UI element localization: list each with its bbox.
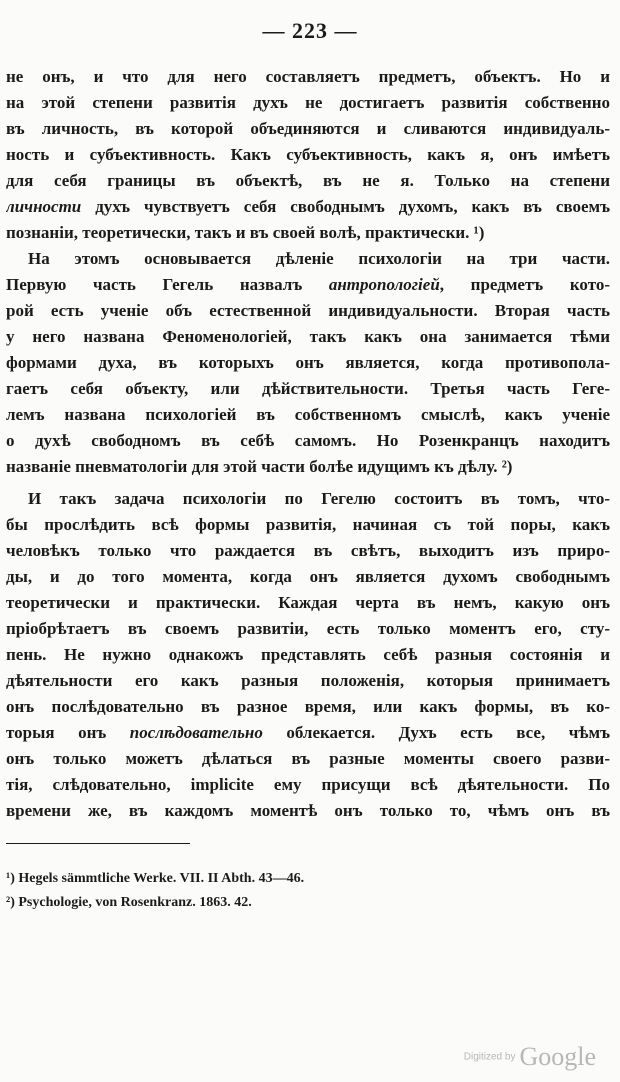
footnote: ¹) Hegels sämmtliche Werke. VII. II Abth. 43—46.: [6, 871, 305, 886]
watermark-prefix: Digitized by: [463, 1051, 516, 1063]
text-line: На этомъ основывается дѣленіе психологіи на три части.: [28, 249, 610, 268]
text-line: торыя онъ послѣдовательно облекается. Духъ есть все, чѣмъ: [6, 723, 610, 742]
text-line: тія, слѣдовательно, implicite ему присущи всѣ дѣятельности. По: [6, 775, 610, 794]
text-line: формами духа, въ которыхъ онъ является, когда противопола-: [6, 353, 610, 372]
page-number: — 223 —: [262, 18, 358, 43]
footnote: ²) Psychologie, von Rosenkranz. 1863. 42.: [6, 895, 252, 910]
text-line: личности духъ чувствуетъ себя свободнымъ духомъ, какъ въ своемъ: [6, 197, 610, 216]
text-line: теоретически и практически. Каждая черта въ немъ, какую онъ: [6, 593, 610, 612]
text-line: гаетъ себя объекту, или дѣйствительности. Третья часть Геге-: [6, 379, 610, 398]
text-line: познаніи, теоретически, такъ и въ своей волѣ, практически. ¹): [6, 223, 485, 242]
text-line: И такъ задача психологіи по Гегелю состоитъ въ томъ, что-: [28, 489, 610, 508]
text-line: ность и субъективность. Какъ субъективность, какъ я, онъ имѣетъ: [6, 145, 610, 164]
text-line: ды, и до того момента, когда онъ является духомъ свободнымъ: [6, 567, 610, 586]
text-line: дѣятельности его какъ разныя положенія, которыя принимаетъ: [6, 671, 610, 690]
text-line: для себя границы въ объектѣ, въ не я. Только на степени: [6, 171, 610, 190]
text-line: названіе пневматологіи для этой части болѣе идущимъ къ дѣлу. ²): [6, 457, 513, 476]
text-line: онъ только можетъ дѣлаться въ разные моменты своего разви-: [6, 749, 610, 768]
footnotes: [6, 867, 606, 915]
text-line: времени же, въ каждомъ моментѣ онъ только то, чѣмъ онъ въ: [6, 801, 610, 820]
text-line: лемъ названа психологіей въ собственномъ смыслѣ, какъ ученіе: [6, 405, 610, 424]
text-line: въ личность, въ которой объединяются и сливаются индивидуаль-: [6, 119, 610, 138]
text-line: пень. Не нужно однакожъ представлять себѣ разныя состоянія и: [6, 645, 610, 664]
text-line: бы прослѣдить всѣ формы развитія, начиная съ той поры, какъ: [6, 515, 610, 534]
digitized-watermark: [464, 1042, 596, 1072]
footnote-divider: [6, 843, 190, 844]
text-line: рой есть ученіе объ естественной индивидуальности. Вторая часть: [6, 301, 610, 320]
text-line: не онъ, и что для него составляетъ предметъ, объектъ. Но и: [6, 67, 610, 86]
text-line: на этой степени развитія духъ не достигаетъ развитія собственно: [6, 93, 610, 112]
text-line: Первую часть Гегель назвалъ антропологіей, предметъ кото-: [6, 275, 610, 294]
text-line: человѣкъ только что раждается въ свѣтъ, выходитъ изъ приро-: [6, 541, 610, 560]
text-line: у него названа Феноменологіей, такъ какъ она занимается тѣми: [6, 327, 610, 346]
text-line: о духѣ свободномъ въ себѣ самомъ. Но Розенкранцъ находитъ: [6, 431, 610, 450]
text-line: пріобрѣтаетъ въ своемъ развитіи, есть только моментъ его, сту-: [6, 619, 610, 638]
text-line: онъ послѣдовательно въ разное время, или какъ формы, въ ко-: [6, 697, 610, 716]
google-logo: Google: [519, 1042, 596, 1071]
body-text: [6, 64, 610, 824]
